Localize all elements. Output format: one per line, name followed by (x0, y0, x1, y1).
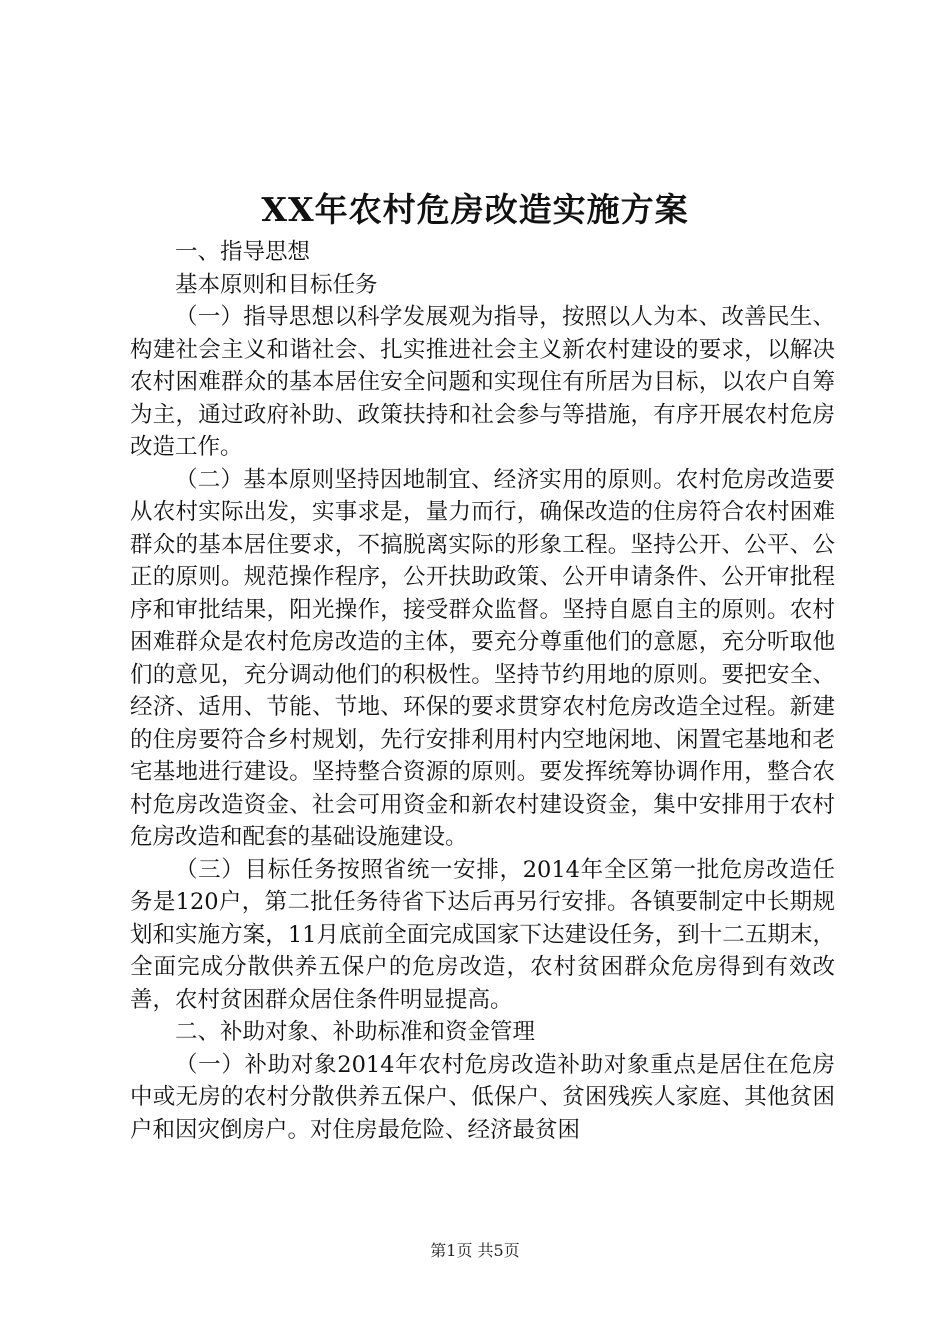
paragraph: （三）目标任务按照省统一安排，2014年全区第一批危房改造任务是120户，第二批任务待省下达后再另行安排。各镇要制定中长期规划和实施方案，11月底前全面完成国家下达建设任务，到十二五期末，全面完成分散供养五保户的危房改造，农村贫困群众危房得到有效改善，农村贫困群众居住条件明显提高。 (130, 856, 835, 1013)
page-footer: 第1页 共5页 (430, 1241, 520, 1260)
paragraph: （一）补助对象2014年农村危房改造补助对象重点是居住在危房中或无房的农村分散供养五保户、低保户、贫困残疾人家庭、其他贫困户和因灾倒房户。对住房最危险、经济最贫困 (130, 1051, 835, 1143)
section-heading: 二、补助对象、补助标准和资金管理 (175, 1019, 536, 1045)
section-heading: 一、指导思想 (175, 239, 311, 265)
paragraph: （一）指导思想以科学发展观为指导，按照以人为本、改善民生、构建社会主义和谐社会、扎实推进社会主义新农村建设的要求，以解决农村困难群众的基本居住安全问题和实现住有所居为目标，以农户自筹为主，通过政府补助、政策扶持和社会参与等措施，有序开展农村危房改造工作。 (130, 304, 835, 460)
document-title: XX年农村危房改造实施方案 (261, 190, 689, 229)
paragraph: （二）基本原则坚持因地制宜、经济实用的原则。农村危房改造要从农村实际出发，实事求是，量力而行，确保改造的住房符合农村困难群众的基本居住要求，不搞脱离实际的形象工程。坚持公开、公平、公正的原则。规范操作程序，公开扶助政策、公开申请条件、公开审批程序和审批结果，阳光操作，接受群众监督。坚持自愿自主的原则。农村困难群众是农村危房改造的主体，要充分尊重他们的意愿，充分听取他们的意见，充分调动他们的积极性。坚持节约用地的原则。要把安全、经济、适用、节能、节地、环保的要求贯穿农村危房改造全过程。新建的住房要符合乡村规划，先行安排利用村内空地闲地、闲置宅基地和老宅基地进行建设。坚持整合资源的原则。要发挥统筹协调作用，整合农村危房改造资金、社会可用资金和新农村建设资金，集中安排用于农村危房改造和配套的基础设施建设。 (130, 466, 835, 850)
section-subheading: 基本原则和目标任务 (175, 271, 378, 298)
document-body (130, 236, 835, 1146)
